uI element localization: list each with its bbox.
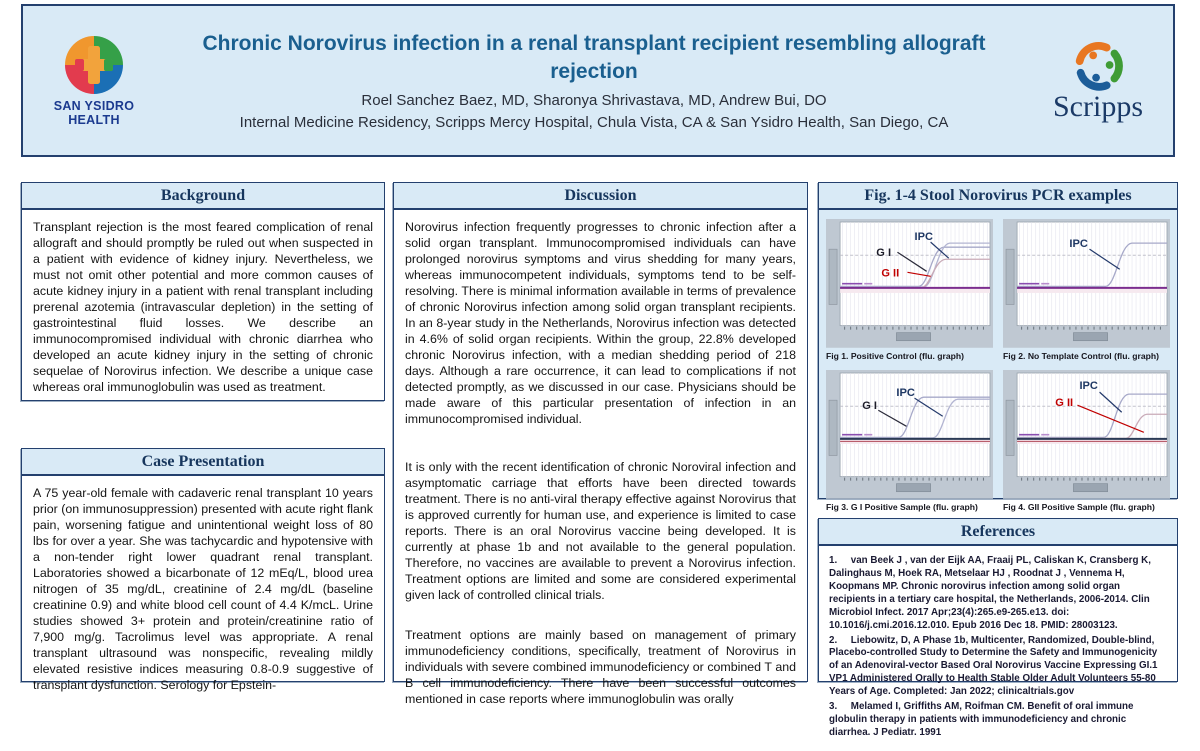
background-body: Transplant rejection is the most feared complication of renal allograft and should promptly be ruled out when suspected in a patient with evidence of kidney injury. Nevertheless, we must not omit other potential and more common causes of acute kidney injury in a patient with renal transplant including prerenal azotemia (intravascular depletion) in the setting of gastrointestinal fluid losses. We describe an immunocompromised individual with chronic diarrhea who developed an acute kidney injury in the setting of chronic sequelae of Norovirus infection. We describe a unique case whereas oral immunoglobulin was used as treatment.	[33, 220, 373, 394]
san-ysidro-logo	[23, 34, 165, 128]
figure-2-caption: Fig 2. No Template Control (flu. graph)	[1003, 350, 1159, 361]
discussion-paragraph-3: Treatment options are mainly based on management of primary immunodeficiency conditions, specifically, treatment of Norovirus in individuals with severe combined immunodeficiency or combined T and B cell immunodeficiency. There have been successful outcomes mentioned in case reports where immunoglobulin was orally	[405, 628, 796, 706]
figures-section	[818, 182, 1178, 512]
figure-3-gi-positive-sample	[826, 370, 993, 512]
fig3-gi-label: G I	[862, 399, 877, 412]
discussion-paragraph-1: Norovirus infection frequently progresses to chronic infection after a solid organ transplant. Immunocompromised individuals can have prolonged norovirus symptoms and virus shedding for many years, whereas immunocompetent individuals, symptoms tend to be self-resolving. There is minimal information available in terms of prevalence of chronic Norovirus infection among solid organ transplant recipients. In an 8-year study in the Netherlands, Norovirus infection was detected in 4.6% of solid organ recipients. Within the group, 22.8% developed chronic Norovirus infection, with a median shedding period of 218 days. Although a rare occurrence, it can lead to complications if not detected promptly, as we discussed in our case. Physicians should be made aware of this particular presentation of infection in an immunocompromised individual.	[405, 220, 796, 426]
case-presentation-title: Case Presentation	[22, 449, 384, 476]
scripps-logo-text: Scripps	[1053, 89, 1143, 123]
figure-1-caption: Fig 1. Positive Control (flu. graph)	[826, 350, 964, 361]
discussion-title: Discussion	[394, 183, 807, 210]
references-section	[818, 518, 1178, 738]
case-presentation-body: A 75 year-old female with cadaveric renal transplant 10 years prior (on immunosuppression) presented with acute right flank pain, worsening fatigue and unintentional weight loss of 80 lbs for over a year. She was tachycardic and hypotensive with a non-tender right lower quadrant renal transplant. Laboratories showed a bicarbonate of 12 mEq/L, blood urea nitrogen of 35 mg/dL, creatinine of 2.4 mg/dL (baseline creatinine 0.9) and white blood cell count of 4.4 K/mcL. Urine studies showed 3+ protein and protein/creatinine ratio of 7,900 mg/g. Tacrolimus level was appropriate. A renal transplant ultrasound was nonspecific, revealing mildly elevated resistive indices measuring 0.8-0.9 suggestive of transplant dysfunction. Serology for Epstein-	[33, 486, 373, 692]
reference-item-2: 2. Liebowitz, D, A Phase 1b, Multicenter, Randomized, Double-blind, Placebo-controlled Study to Determine the Safety and Immunogenicity of an Adenoviral-vector Based Oral Norovirus Vaccine Expressing GI.1 VP1 Administered Orally to Health Stable Older Adult Volunteers 55-80 Years of Age. Completed: Jan 2022; clinicaltrials.gov	[829, 634, 1158, 698]
figures-title: Fig. 1-4 Stool Norovirus PCR examples	[819, 183, 1177, 210]
san-ysidro-logo-icon	[63, 34, 125, 96]
affiliation-line: Internal Medicine Residency, Scripps Mercy Hospital, Chula Vista, CA & San Ysidro Health, San Diego, CA	[239, 113, 949, 131]
fig1-ipc-label: IPC	[914, 231, 933, 244]
poster-header	[21, 4, 1175, 157]
background-title: Background	[22, 183, 384, 210]
discussion-body	[394, 210, 807, 716]
figure-4-gii-positive-sample	[1003, 370, 1170, 512]
references-body	[819, 546, 1177, 751]
san-ysidro-line1: SAN YSIDRO	[53, 98, 135, 113]
reference-item-3: 3. Melamed I, Griffiths AM, Roifman CM. Benefit of oral immune globulin therapy in patients with immunodeficiency and chronic diarrhea. J Pediatr. 1991	[829, 701, 1134, 738]
discussion-section	[393, 182, 808, 706]
pcr-plot-fig2	[1003, 219, 1170, 348]
fig4-gii-label: G II	[1055, 396, 1074, 409]
fig4-ipc-label: IPC	[1079, 379, 1098, 392]
fig1-gi-label: G I	[876, 247, 892, 260]
figures-grid	[819, 210, 1177, 518]
figure-4-caption: Fig 4. GII Positive Sample (flu. graph)	[1003, 501, 1155, 512]
scripps-logo	[1023, 38, 1173, 124]
discussion-paragraph-2: It is only with the recent identification of chronic Noroviral infection and asymptomatic carriage that efforts have been directed towards treatment. There is no anti-viral therapy effective against Norovirus that is approved currently for human use, and experience is limited to case reports. There is an oral Norovirus vaccine being developed. It is currently at phase 1b and not available to the general population. Therefore, no vaccines are available to prevent a Norovirus infection. Treatment options are limited and some are considered experimental given lack of controlled clinical trials.	[405, 460, 796, 602]
header-center	[165, 30, 1023, 131]
references-title: References	[819, 519, 1177, 546]
authors-line: Roel Sanchez Baez, MD, Sharonya Shrivastava, MD, Andrew Bui, DO	[361, 91, 827, 109]
fig3-ipc-label: IPC	[896, 386, 915, 399]
figure-3-caption: Fig 3. G I Positive Sample (flu. graph)	[826, 501, 978, 512]
fig2-ipc-label: IPC	[1069, 238, 1088, 251]
pcr-plot-fig1	[826, 219, 993, 348]
san-ysidro-line2: HEALTH	[68, 113, 120, 127]
figure-2-no-template-control	[1003, 219, 1170, 361]
san-ysidro-logo-text	[54, 99, 135, 128]
pcr-plot-fig3	[826, 370, 993, 499]
fig1-gii-label: G II	[881, 267, 900, 280]
poster-title: Chronic Norovirus infection in a renal transplant recipient resembling allograft rejection	[202, 32, 986, 83]
pcr-plot-fig4	[1003, 370, 1170, 499]
figure-1-positive-control	[826, 219, 993, 361]
case-presentation-section	[21, 448, 385, 692]
background-section	[21, 182, 385, 401]
scripps-logo-icon	[1067, 38, 1129, 94]
reference-item-1: 1. van Beek J , van der Eijk AA, Fraaij PL, Caliskan K, Cransberg K, Dalinghaus M, Hoek RA, Metselaar HJ , Roodnat J , Vennema H, Koopmans MP. Chronic norovirus infection among solid organ recipients in a tertiary care hospital, the Netherlands, 2006-2014. Clin Microbiol Infect. 2017 Apr;23(4):265.e9-265.e13. doi: 10.1016/j.cmi.2016.12.010. Epub 2016 Dec 18. PMID: 28003123.	[829, 555, 1151, 631]
